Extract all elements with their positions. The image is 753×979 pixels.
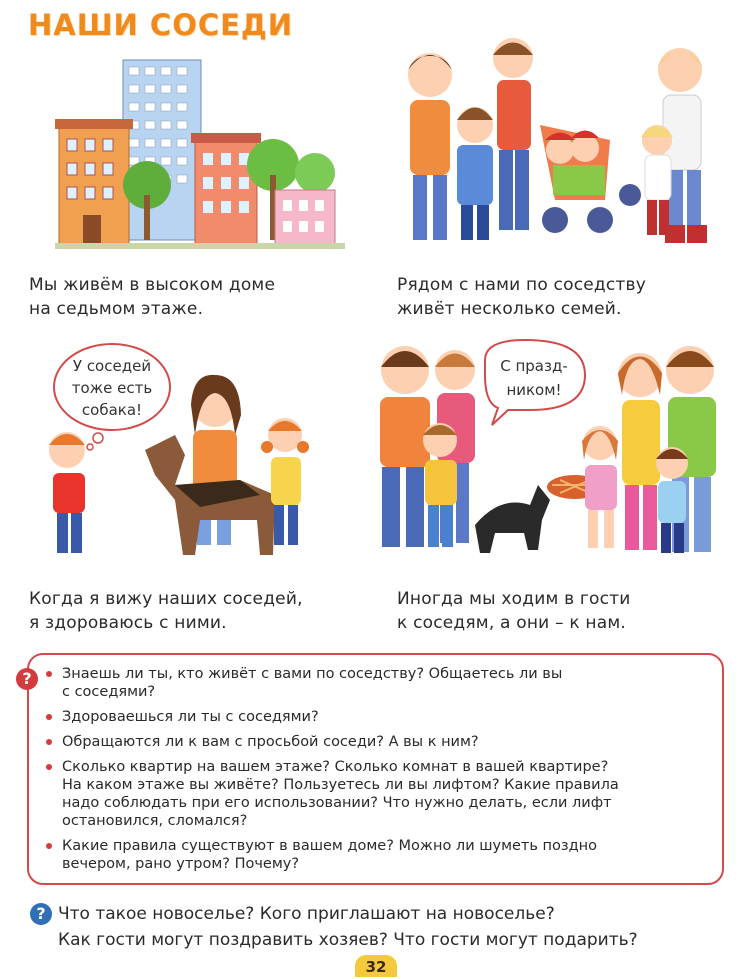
black-dog [475, 485, 550, 553]
bubble-line: собака! [81, 401, 143, 419]
caption-line: Иногда мы ходим в гости [397, 589, 631, 609]
page-number: 32 [355, 955, 397, 977]
question-icon: ? [30, 903, 52, 925]
question-line: Обращаются ли к вам с просьбой соседи? А вы к ним? [62, 734, 479, 750]
list-item [46, 708, 706, 726]
page-title: НАШИ СОСЕДИ [28, 8, 294, 42]
visiting-illustration [360, 335, 730, 570]
family-illustration [395, 30, 725, 255]
caption-greeting [29, 587, 303, 635]
list-item [46, 837, 706, 873]
greeting-illustration [35, 335, 345, 565]
caption-visiting [397, 587, 631, 635]
question-line: Знаешь ли ты, кто живёт с вами по соседству? Общаетесь ли вы [62, 666, 563, 682]
question-line: с соседями? [62, 684, 156, 700]
question-line: Здороваешься ли ты с соседями? [62, 709, 319, 725]
question-icon: ? [16, 668, 38, 690]
list-item [46, 758, 706, 830]
bubble-line: У соседей [72, 357, 152, 375]
caption-line: я здороваюсь с ними. [29, 613, 227, 633]
caption-line: к соседям, а они – к нам. [397, 613, 626, 633]
caption-building [29, 273, 275, 321]
question-line: Какие правила существуют в вашем доме? Можно ли шуметь поздно [62, 838, 597, 854]
list-item [46, 665, 706, 701]
bubble-line: ником! [506, 381, 562, 399]
caption-line: на седьмом этаже. [29, 299, 204, 319]
list-item [46, 733, 706, 751]
caption-line: Когда я вижу наших соседей, [29, 589, 303, 609]
buildings-illustration [55, 55, 345, 255]
question-line: Сколько квартир на вашем этаже? Сколько комнат в вашей квартире? [62, 759, 609, 775]
bottom-question-line: Что такое новоселье? Кого приглашают на новоселье? [58, 904, 555, 924]
question-line: На каком этаже вы живёте? Пользуетесь ли вы лифтом? Какие правила [62, 777, 619, 793]
question-line: вечером, рано утром? Почему? [62, 856, 300, 872]
bottom-question-line: Как гости могут поздравить хозяев? Что гости могут подарить? [58, 930, 638, 950]
bottom-question [58, 901, 638, 953]
caption-line: Рядом с нами по соседству [397, 275, 646, 295]
small-pink-building [275, 190, 335, 245]
bubble-line: тоже есть [71, 379, 153, 397]
question-line: надо соблюдать при его использовании? Что нужно делать, если лифт [62, 795, 612, 811]
question-line: остановился, сломался? [62, 813, 248, 829]
questions-list [46, 665, 706, 880]
caption-neighbors [397, 273, 646, 321]
bubble-line: С празд- [500, 357, 568, 375]
caption-line: Мы живём в высоком доме [29, 275, 276, 295]
caption-line: живёт несколько семей. [397, 299, 622, 319]
